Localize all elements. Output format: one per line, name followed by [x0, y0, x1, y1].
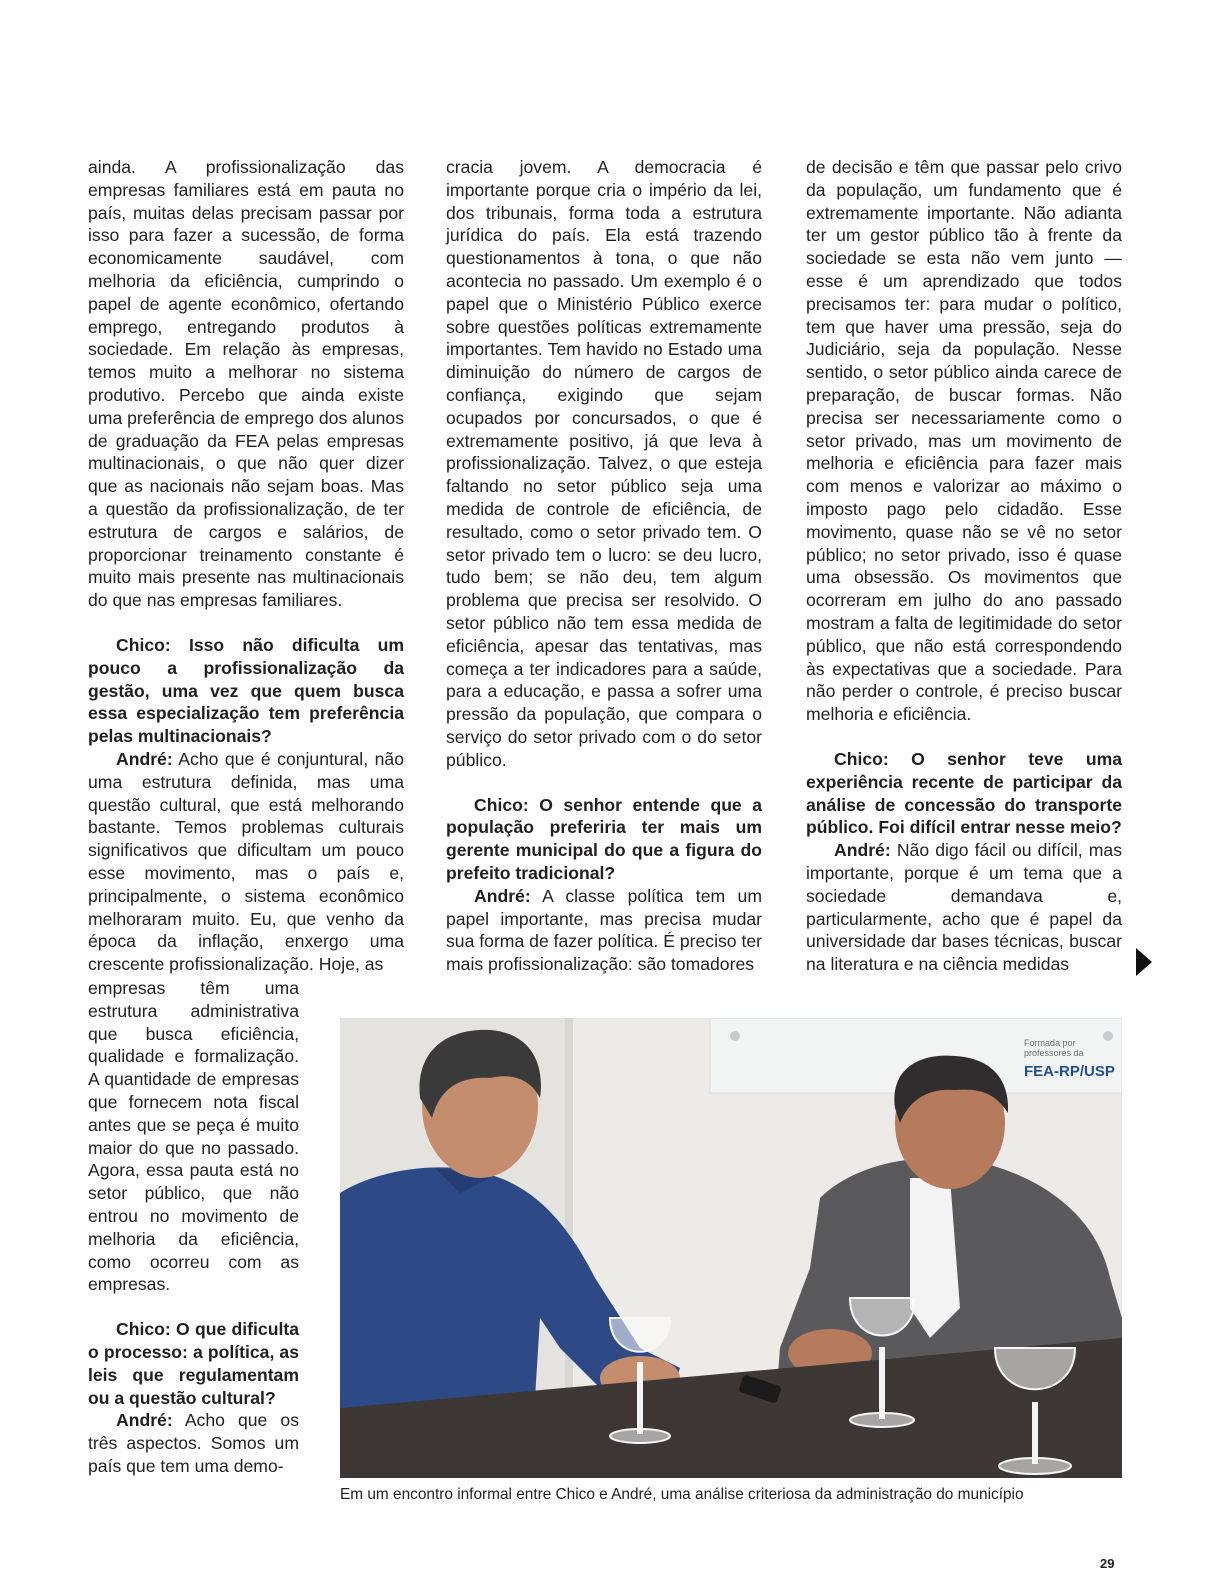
- answer-paragraph: [88, 1409, 299, 1477]
- logo-line-2: professores da: [1024, 1048, 1084, 1058]
- question-heading: Chico: O senhor entende que a população preferiria ter mais um gerente municipal do que a figura do prefeito tradicional?: [446, 794, 762, 883]
- question-heading: Chico: O senhor teve uma experiência recente de participar da análise de concessão do transporte público. Foi difícil entrar nesse meio?: [806, 748, 1122, 838]
- text-column-2: [446, 156, 762, 976]
- logo-brand: FEA-RP/USP: [1024, 1063, 1115, 1080]
- paragraph: cracia jovem. A democracia é importante porque cria o império da lei, dos tribunais, forma toda a estrutura jurídica do país. Ela está trazendo questionamentos à tona, o que não acontecia no passado. Um exemplo é o papel que o Ministério Público exerce sobre questões políticas extremamente importantes. Tem havido no Estado uma diminuição do número de cargos de confiança, exigindo que sejam ocupados por concursados, o que é extremamente positivo, já que leva à profissionalização. Talvez, o que esteja faltando no setor público seja uma medida de controle de eficiência, de resultado, como o setor privado tem. O setor privado tem o lucro: se deu lucro, tudo bem; se não deu, tem algum problema que precisa ser resolvido. O setor público não tem essa medida de eficiência, apesar das tentativas, mas começa a ter indicadores para a saúde, para a educação, e passa a sofrer uma pressão da população, que compara o serviço do setor privado com o do setor público.: [446, 157, 762, 770]
- photo-caption: Em um encontro informal entre Chico e André, uma análise criteriosa da administração do município: [340, 1486, 1024, 1503]
- page-number: 29: [1100, 1556, 1115, 1571]
- speaker-label: André:: [116, 748, 173, 769]
- answer-text: Acho que os três aspectos. Somos um país que tem uma demo-: [88, 1410, 299, 1476]
- answer-paragraph: [446, 885, 762, 976]
- speaker-label: André:: [474, 885, 531, 906]
- answer-paragraph: [88, 748, 404, 976]
- text-column-1: [88, 156, 404, 976]
- answer-text: Acho que é conjuntural, não uma estrutura definida, mas uma questão cultural, que está melhorando bastante. Temos problemas culturais significativos que dificultam um pouco esse movimento, mas o país e, principalmente, o sistema econômico melhoraram muito. Eu, que venho da época da inflação, enxergo uma crescente profissionalização. Hoje, as: [88, 748, 404, 975]
- answer-paragraph: [806, 839, 1122, 976]
- question-heading: Chico: Isso não dificulta um pouco a profissionalização da gestão, uma vez que quem busca essa especialização tem preferência pelas multinacionais?: [88, 634, 404, 747]
- logo-line-1: Formada por: [1024, 1038, 1076, 1048]
- paragraph: de decisão e têm que passar pelo crivo da população, um fundamento que é extremamente importante. Não adianta ter um gestor público tão à frente da sociedade se esta não vem junto — esse é um aprendizado que todos precisamos ter: para mudar o político, tem que haver uma pressão, seja do Judiciário, seja da população. Nesse sentido, o setor público ainda carece de preparação, de buscar formas. Não precisa ser necessariamente como o setor privado, mas um movimento de melhoria e eficiência para fazer mais com menos e valorizar ao máximo o imposto pago pelo cidadão. Esse movimento, quase não se vê no setor público; no setor privado, isso é quase uma obsessão. Os movimentos que ocorreram em julho do ano passado mostram a falta de legitimidade do setor público, que não está correspondendo às expectativas que a sociedade. Para não perder o controle, é preciso buscar melhoria e eficiência.: [806, 157, 1122, 725]
- interview-photo: [340, 1018, 1122, 1478]
- arrow-right-icon: [1136, 948, 1152, 976]
- paragraph: ainda. A profissionalização das empresas familiares está em pauta no país, muitas delas precisam passar por isso para fazer a sucessão, de forma economicamente saudável, com melhoria da eficiência, cumprindo o papel de agente econômico, ofertando emprego, entregando produtos à sociedade. Em relação às empresas, temos muito a melhorar no sistema produtivo. Percebo que ainda existe uma preferência de emprego dos alunos de graduação da FEA pelas empresas multinacionais, o que não quer dizer que as nacionais não sejam boas. Mas a questão da profissionalização, de ter estrutura de cargos e salários, de proporcionar treinamento constante é muito mais presente nas multinacionais do que nas empresas familiares.: [88, 157, 404, 611]
- text-column-1-continued: [88, 977, 299, 1478]
- answer-text: Não digo fácil ou difícil, mas importante, porque é um tema que a sociedade demandava e, particularmente, acho que é papel da universidade dar bases técnicas, buscar na literatura e na ciência medidas: [806, 840, 1123, 975]
- speaker-label: André:: [116, 1410, 173, 1431]
- question-heading: Chico: O que dificulta o processo: a política, as leis que regulamentam ou a questão cultural?: [88, 1319, 299, 1408]
- speaker-label: André:: [834, 840, 891, 861]
- text-column-3: [806, 156, 1122, 976]
- paragraph: empresas têm uma estrutura administrativa que busca eficiência, qualidade e formalização. A quantidade de empresas que fornecem nota fiscal antes que se peça é muito maior do que no passado. Agora, essa pauta está no setor público, que não entrou no movimento de melhoria da eficiência, como ocorreu com as empresas.: [88, 978, 299, 1295]
- answer-text: A classe política tem um papel importante, mas precisa mudar sua forma de fazer política. É preciso ter mais profissionalização: são tomadores: [446, 885, 762, 975]
